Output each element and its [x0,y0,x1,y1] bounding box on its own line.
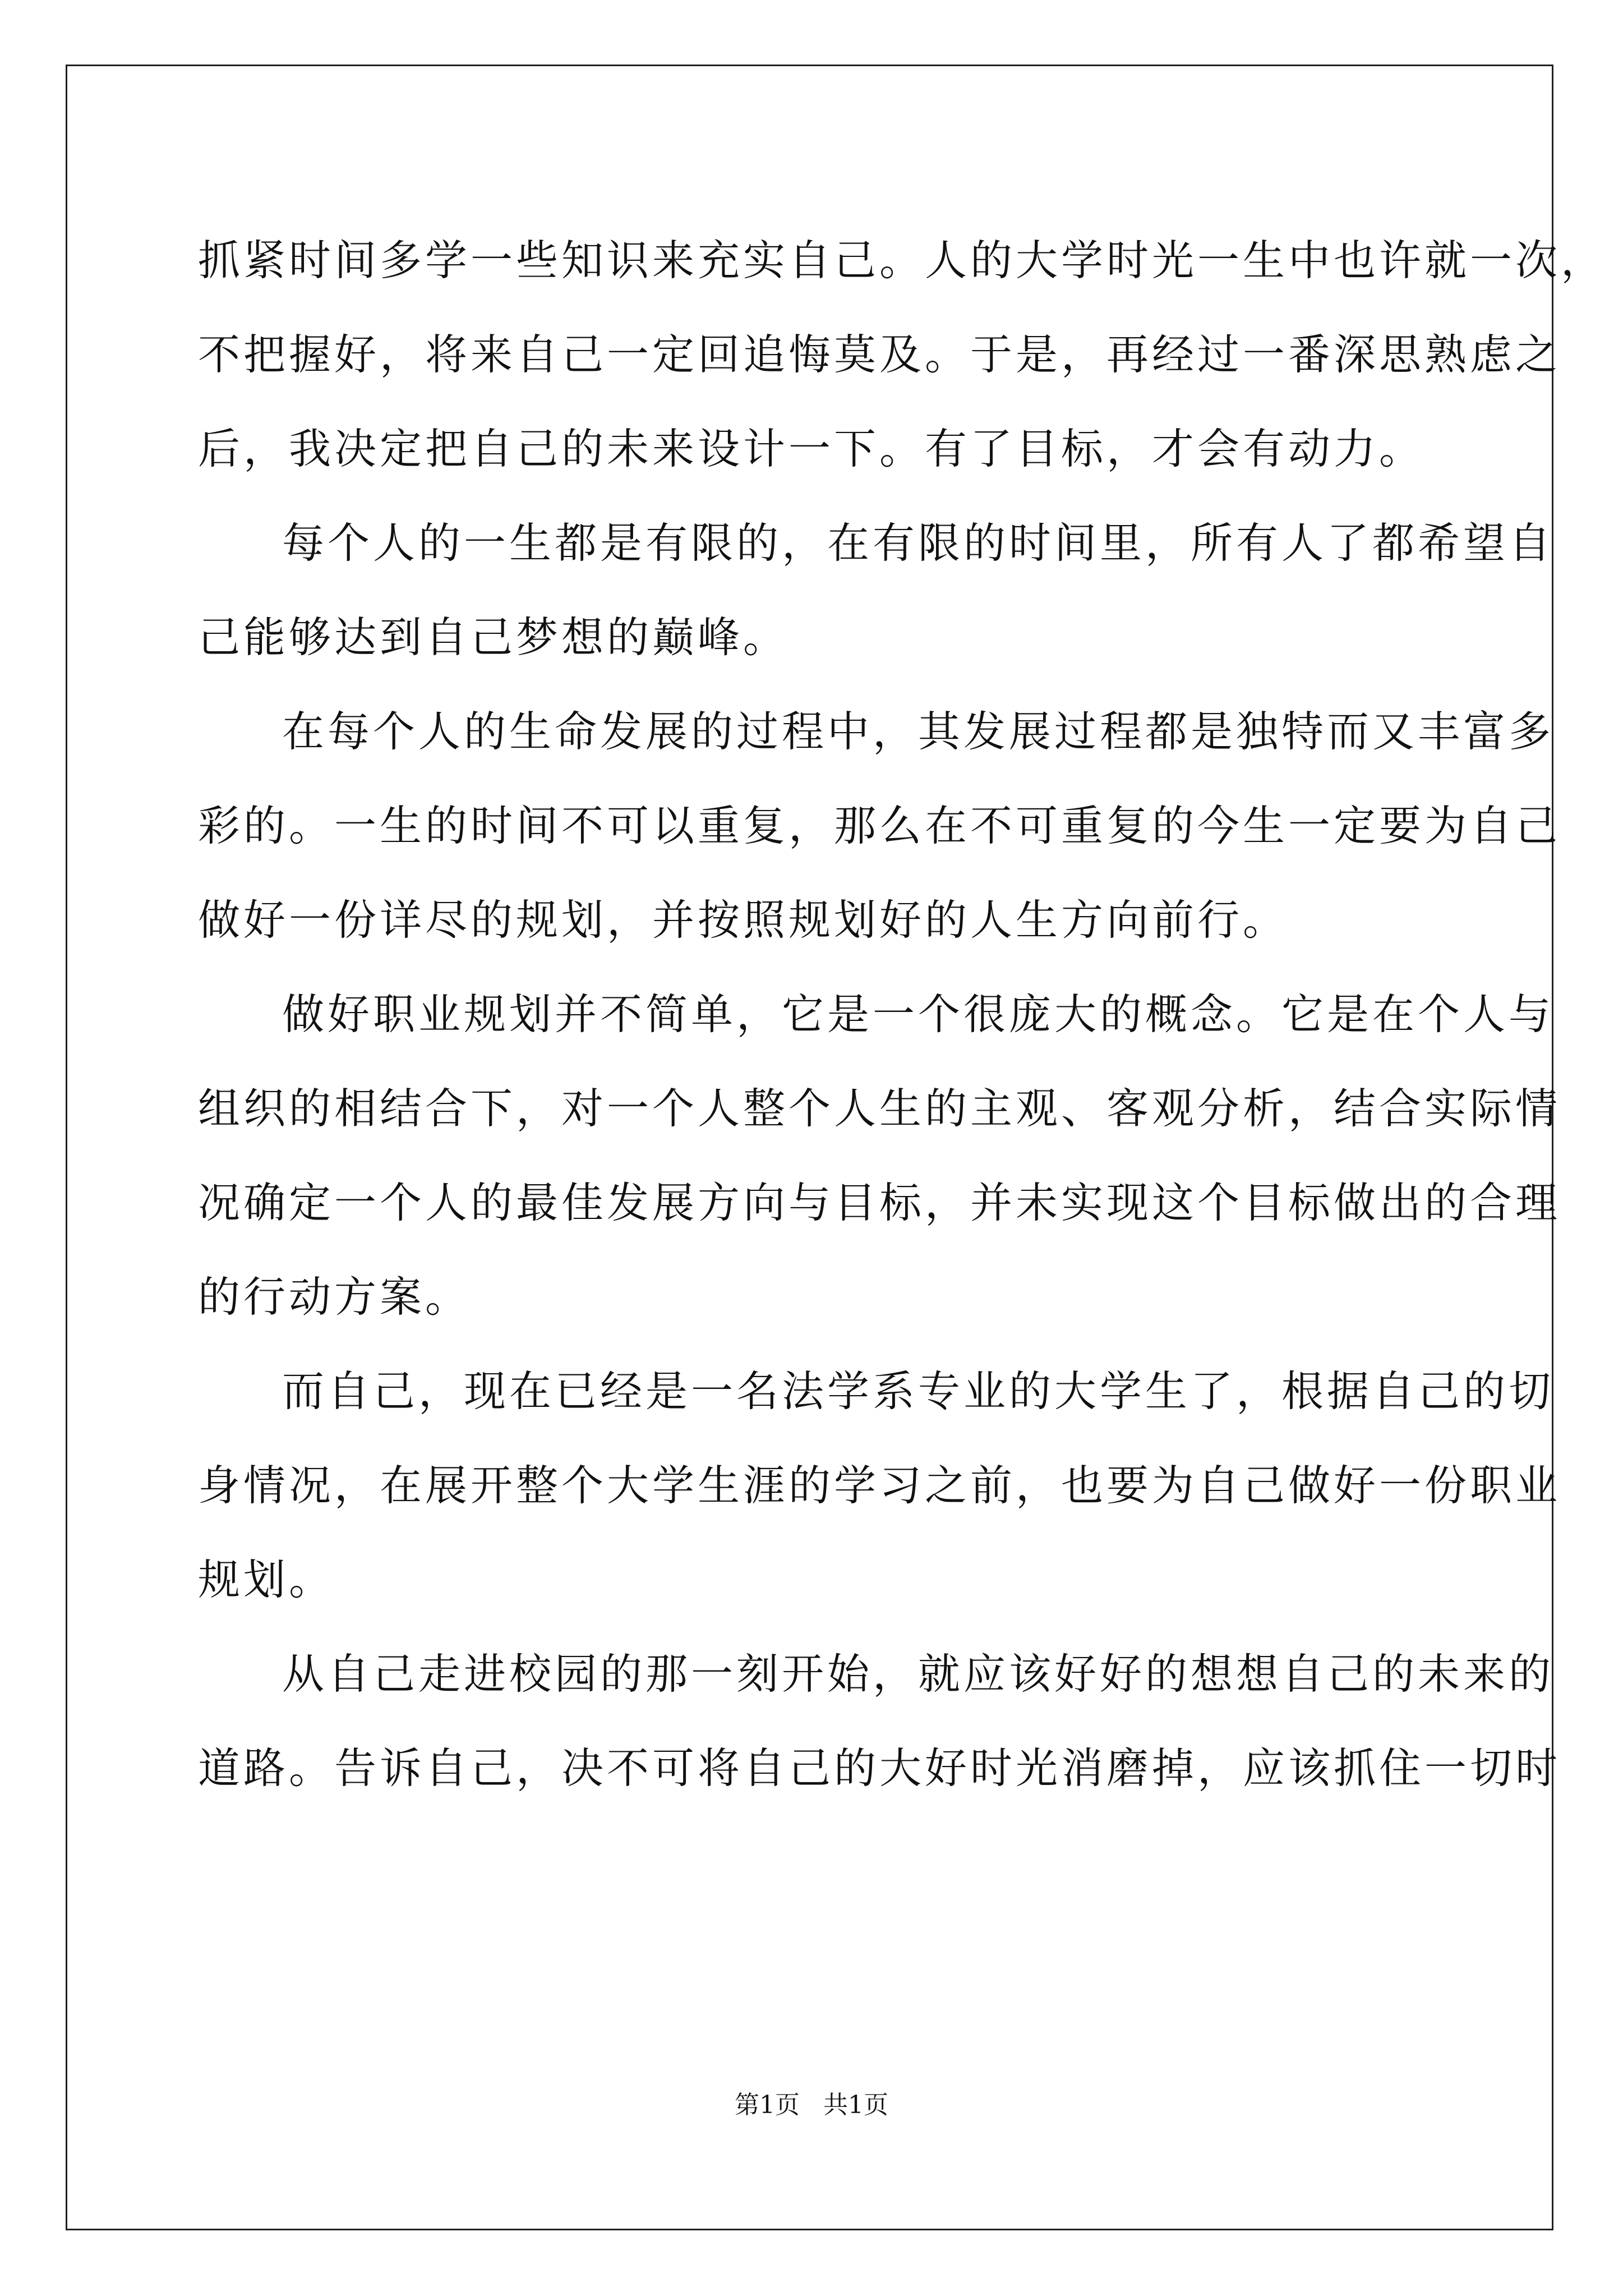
text-line: 组织的相结合下，对一个人整个人生的主观、客观分析，结合实际情 [198,1084,1561,1133]
text-line: 后，我决定把自己的未来设计一下。有了目标，才会有动力。 [198,424,1425,473]
text-line: 不把握好，将来自己一定回追悔莫及。于是，再经过一番深思熟虑之 [198,330,1561,379]
page-number: 第1页 [735,2091,800,2119]
text-line: 做好一份详尽的规划，并按照规划好的人生方向前行。 [198,895,1289,945]
text-line: 的行动方案。 [198,1272,471,1322]
text-line: 道路。告诉自己，决不可将自己的大好时光消磨掉，应该抓住一切时 [198,1743,1561,1793]
text-line: 每个人的一生都是有限的，在有限的时间里，所有人了都希望自 [282,518,1555,568]
text-line: 在每个人的生命发展的过程中，其发展过程都是独特而又丰富多 [282,707,1555,756]
text-line: 从自己走进校园的那一刻开始，就应该好好的想想自己的未来的 [282,1649,1555,1699]
page-footer [0,2088,1623,2122]
text-line: 做好职业规划并不简单，它是一个很庞大的概念。它是在个人与 [282,990,1555,1039]
text-line: 彩的。一生的时间不可以重复，那么在不可重复的今生一定要为自己 [198,801,1561,850]
text-line: 况确定一个人的最佳发展方向与目标，并未实现这个目标做出的合理 [198,1178,1561,1227]
text-line: 而自己，现在已经是一名法学系专业的大学生了，根据自己的切 [282,1366,1555,1416]
text-line: 规划。 [198,1555,335,1604]
text-line: 抓紧时间多学一些知识来充实自己。人的大学时光一生中也许就一次， [198,236,1607,285]
text-line: 身情况，在展开整个大学生涯的学习之前，也要为自己做好一份职业 [198,1461,1561,1510]
page-total: 共1页 [823,2091,888,2119]
text-line: 己能够达到自己梦想的巅峰。 [198,613,789,662]
document-body [198,213,1607,1815]
